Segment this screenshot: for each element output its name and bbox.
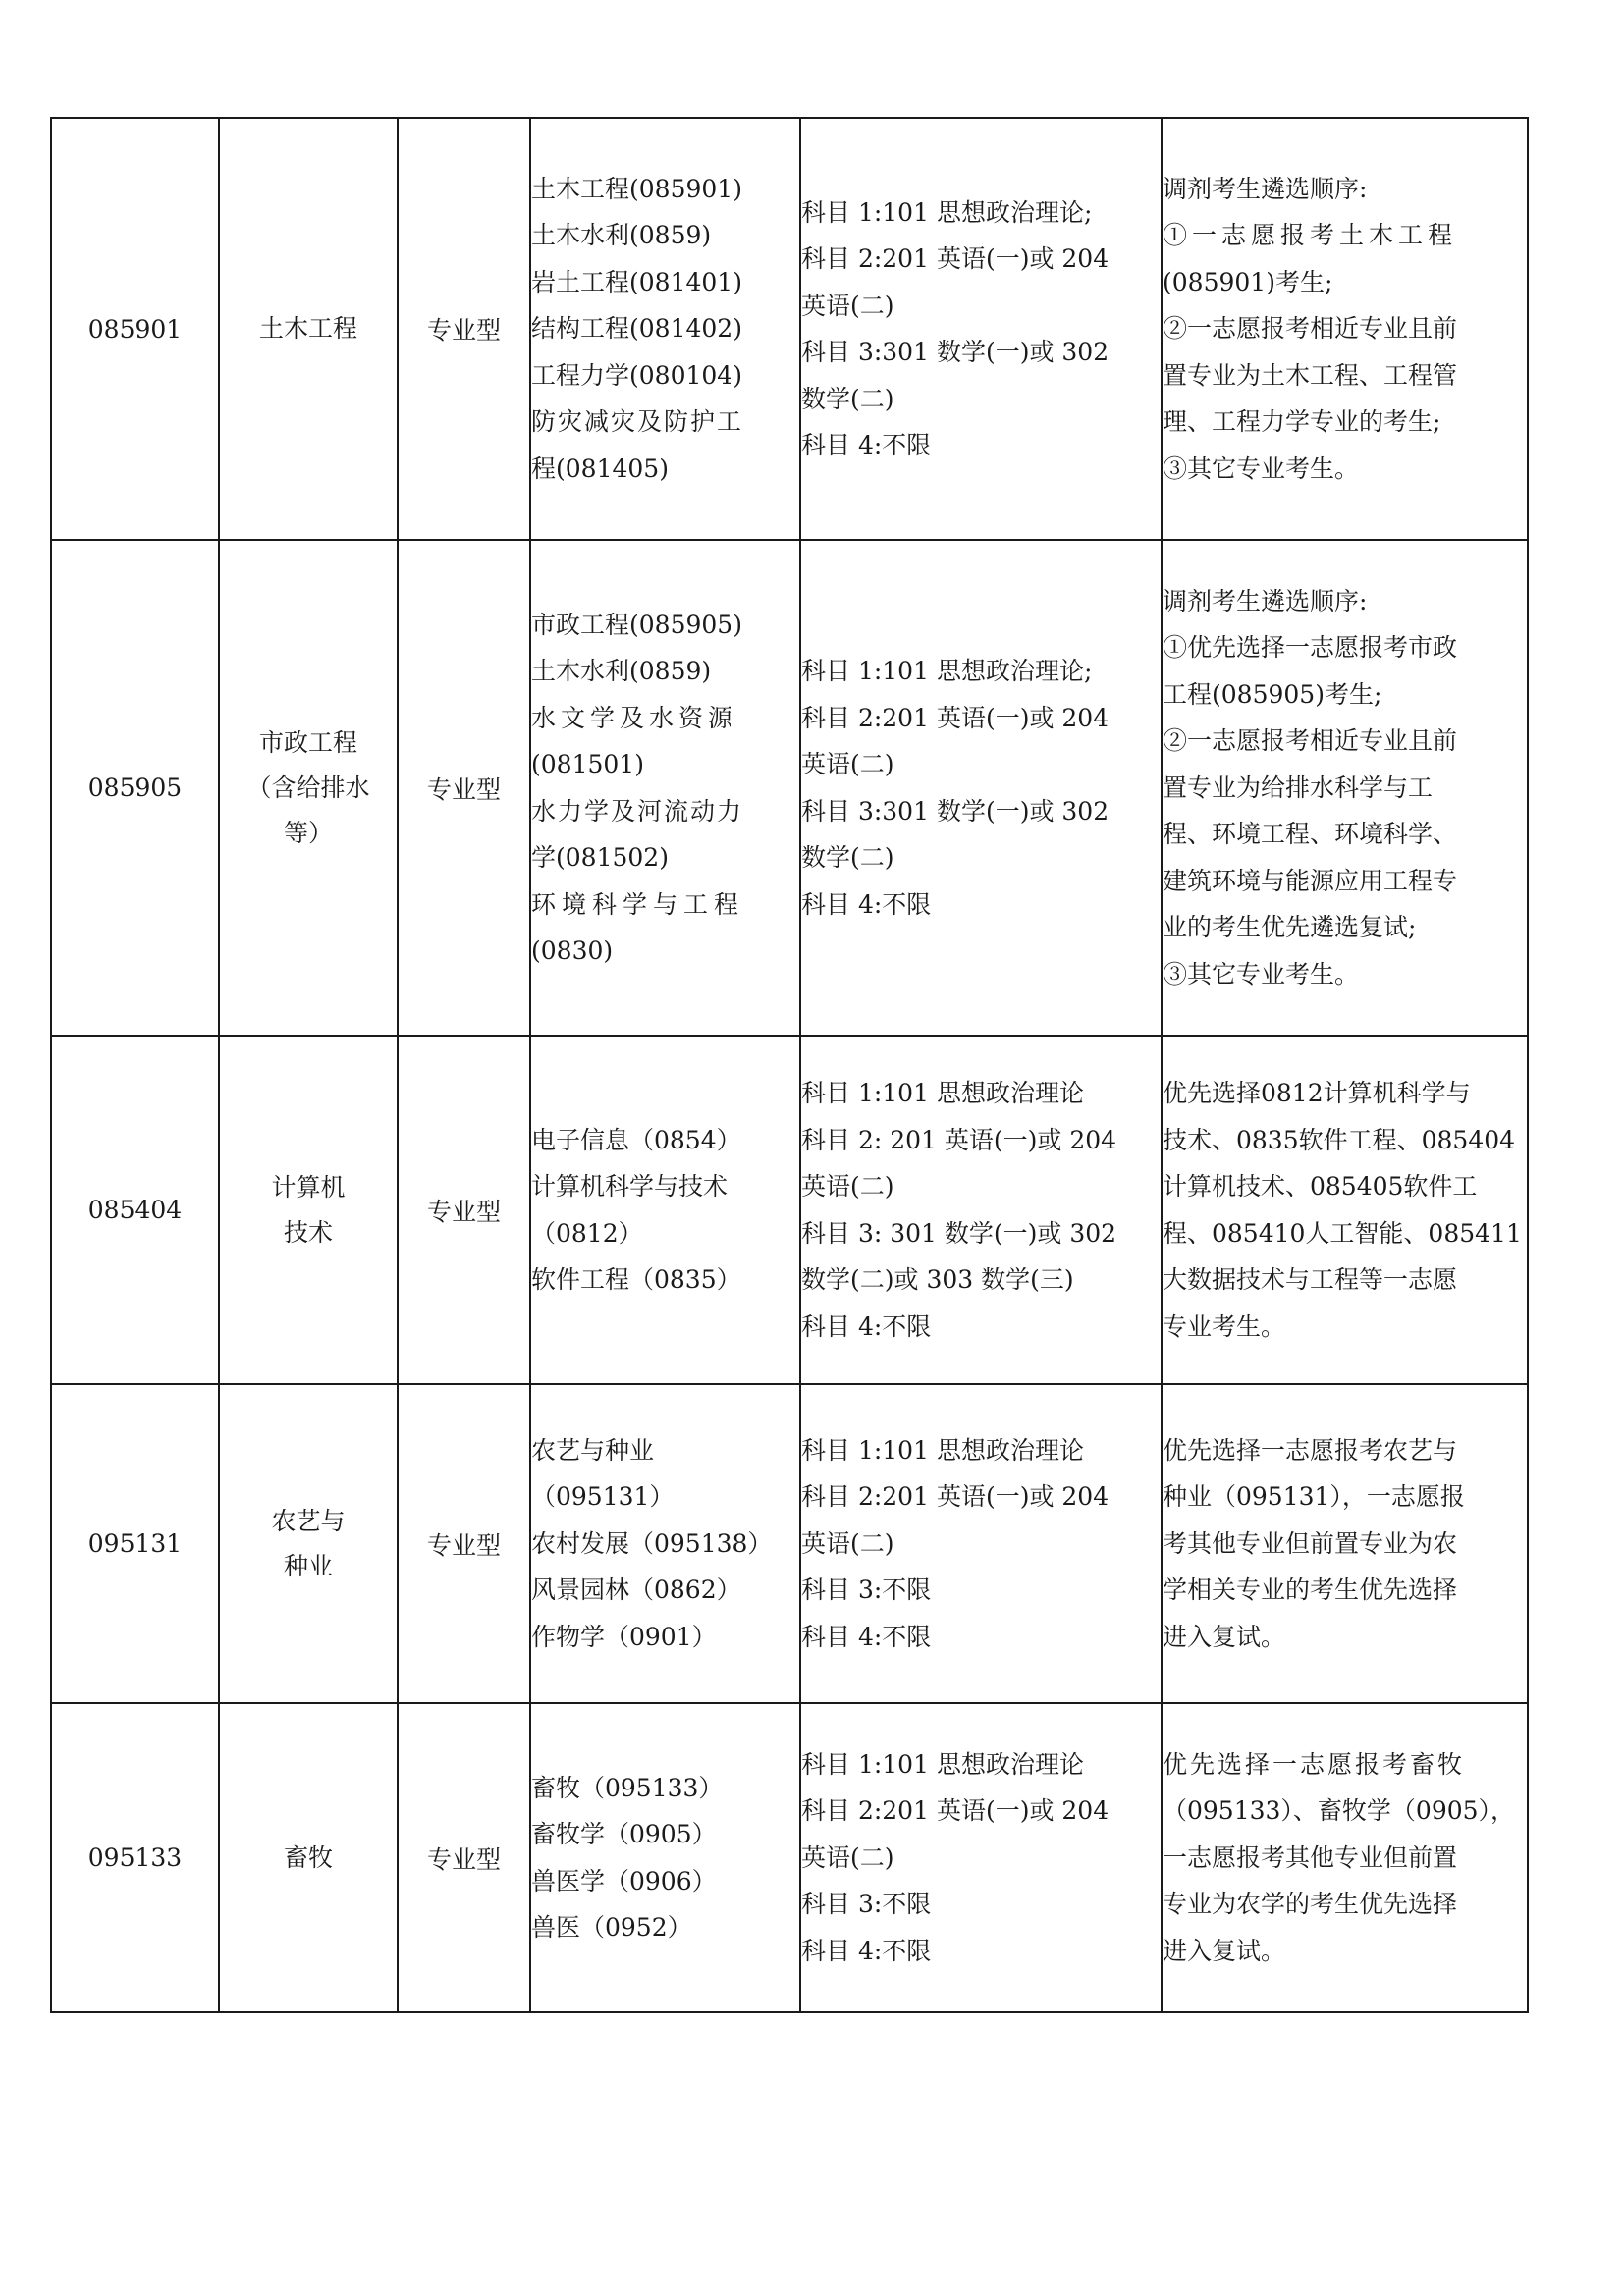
major-name: 土木工程	[219, 118, 398, 540]
table-row	[51, 1384, 1528, 1703]
degree-type: 专业型	[398, 1036, 530, 1384]
major-code: 095133	[51, 1703, 219, 2012]
major-code: 085905	[51, 540, 219, 1036]
major-name: 农艺与 种业	[219, 1384, 398, 1703]
exam-subjects: 科目 1:101 思想政治理论; 科目 2:201 英语(一)或 204 英语(二) 科目 3:301 数学(一)或 302 数学(二) 科目 4:不限	[800, 118, 1162, 540]
degree-type: 专业型	[398, 1703, 530, 2012]
major-code: 085901	[51, 118, 219, 540]
table-row	[51, 1036, 1528, 1384]
accepted-majors: 畜牧（095133） 畜牧学（0905） 兽医学（0906） 兽医（0952）	[530, 1703, 800, 2012]
major-name: 市政工程 （含给排水 等）	[219, 540, 398, 1036]
exam-subjects: 科目 1:101 思想政治理论 科目 2: 201 英语(一)或 204 英语(二) 科目 3: 301 数学(一)或 302 数学(二)或 303 数学(三) 科目 4:不限	[800, 1036, 1162, 1384]
major-code: 085404	[51, 1036, 219, 1384]
table-row	[51, 1703, 1528, 2012]
major-code: 095131	[51, 1384, 219, 1703]
exam-subjects: 科目 1:101 思想政治理论; 科目 2:201 英语(一)或 204 英语(二) 科目 3:301 数学(一)或 302 数学(二) 科目 4:不限	[800, 540, 1162, 1036]
selection-notes: 优先选择一志愿报考农艺与 种业（095131），一志愿报 考其他专业但前置专业为农 学相关专业的考生优先选择 进入复试。	[1162, 1384, 1528, 1703]
accepted-majors: 土木工程(085901) 土木水利(0859) 岩土工程(081401) 结构工程(081402) 工程力学(080104) 防灾减灾及防护工 程(081405)	[530, 118, 800, 540]
accepted-majors: 农艺与种业 （095131） 农村发展（095138） 风景园林（0862） 作物学（0901）	[530, 1384, 800, 1703]
selection-notes: 优先选择一志愿报考畜牧 （095133）、畜牧学（0905）， 一志愿报考其他专业但前置 专业为农学的考生优先选择 进入复试。	[1162, 1703, 1528, 2012]
admission-table	[50, 117, 1529, 2013]
major-name: 计算机 技术	[219, 1036, 398, 1384]
degree-type: 专业型	[398, 540, 530, 1036]
degree-type: 专业型	[398, 118, 530, 540]
selection-notes: 调剂考生遴选顺序: ①一志愿报考土木工程 (085901)考生; ②一志愿报考相近专业且前 置专业为土木工程、工程管 理、工程力学专业的考生; ③其它专业考生。	[1162, 118, 1528, 540]
accepted-majors: 电子信息（0854） 计算机科学与技术 （0812） 软件工程（0835）	[530, 1036, 800, 1384]
selection-notes: 优先选择0812计算机科学与 技术、0835软件工程、085404 计算机技术、085405软件工 程、085410人工智能、085411 大数据技术与工程等一志愿 专业考生。	[1162, 1036, 1528, 1384]
exam-subjects: 科目 1:101 思想政治理论 科目 2:201 英语(一)或 204 英语(二) 科目 3:不限 科目 4:不限	[800, 1703, 1162, 2012]
major-name: 畜牧	[219, 1703, 398, 2012]
accepted-majors: 市政工程(085905) 土木水利(0859) 水文学及水资源 (081501) 水力学及河流动力 学(081502) 环境科学与工程 (0830)	[530, 540, 800, 1036]
degree-type: 专业型	[398, 1384, 530, 1703]
selection-notes: 调剂考生遴选顺序: ①优先选择一志愿报考市政 工程(085905)考生; ②一志愿报考相近专业且前 置专业为给排水科学与工 程、环境工程、环境科学、 建筑环境与能源应用工程专 业的考生优先遴选复试; ③其它专业考生。	[1162, 540, 1528, 1036]
table-row	[51, 540, 1528, 1036]
exam-subjects: 科目 1:101 思想政治理论 科目 2:201 英语(一)或 204 英语(二) 科目 3:不限 科目 4:不限	[800, 1384, 1162, 1703]
table-row	[51, 118, 1528, 540]
